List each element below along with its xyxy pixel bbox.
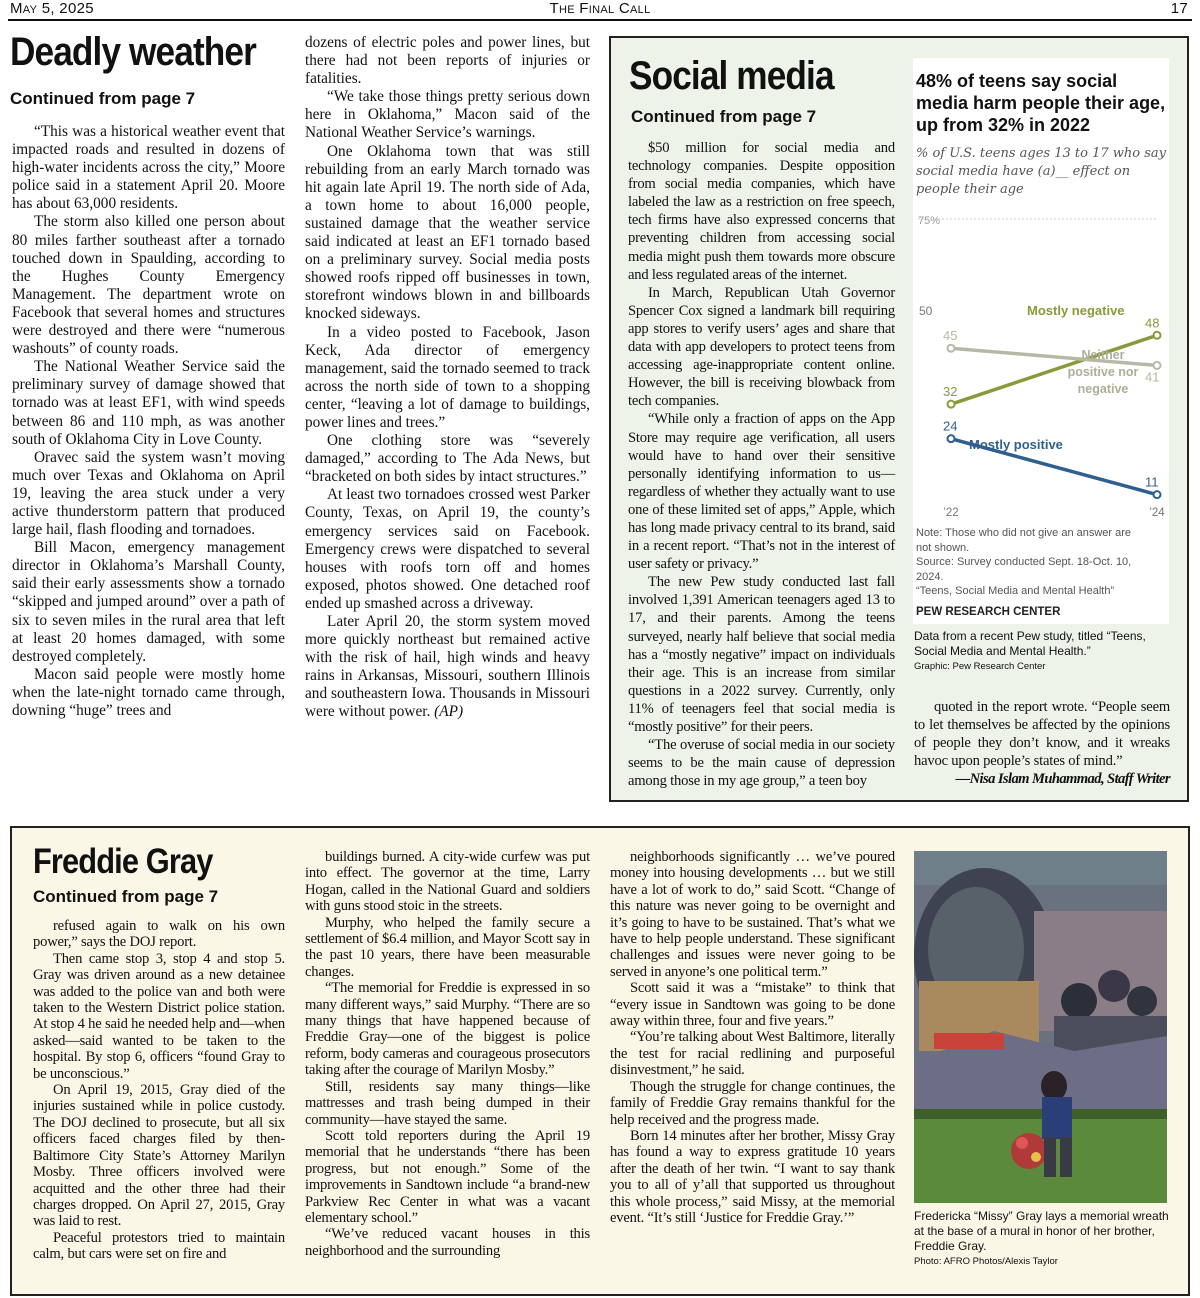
data-label-0-1: 48: [1145, 315, 1160, 331]
weather-headline: Deadly weather: [10, 30, 256, 74]
y-axis-max-label: 75%: [918, 215, 941, 227]
series-label-negative: Mostly negative: [1027, 303, 1125, 318]
paragraph: Still, residents say many things—like mattresses and trash being dumped in their community—have stayed the same.: [305, 1078, 590, 1128]
chart-note: [916, 526, 1168, 599]
paragraph: One clothing store was “severely damaged,” according to The Ada News, but “bracketed on both sides by intact structures.”: [305, 432, 590, 486]
freddie-continued: Continued from page 7: [33, 887, 219, 906]
paragraph: buildings burned. A city-wide curfew was put into effect. The governor at the time, Larry Hogan, called in the National Guard and soldiers with guns stood stoic in the streets.: [305, 849, 590, 915]
data-label-2-1: 11: [1145, 474, 1159, 490]
paragraph: Bill Macon, emergency management director in Oklahoma’s Marshall County, said their early assessments show a tornado “skipped and jumped around” over a path of six to seven miles in the rural area that left at least 20 homes damaged, with some destroyed completely.: [12, 539, 285, 665]
series-point-1-0: [948, 345, 955, 352]
mural-illustration: [914, 851, 1167, 1203]
data-label-1-0: 45: [943, 328, 958, 344]
chart-org: PEW RESEARCH CENTER: [916, 606, 1061, 618]
note-line: Note: Those who did not give an answer are: [916, 527, 1132, 539]
data-label-1-1: 41: [1145, 369, 1160, 385]
series-label-neither-2: positive nor: [1067, 365, 1139, 379]
paragraph: “We take those things pretty serious down here in Oklahoma,” Macon said of the National Weather Service’s warnings.: [305, 88, 590, 142]
photo-credit: Photo: AFRO Photos/Alexis Taylor: [914, 1256, 1058, 1267]
paragraph: “You’re talking about West Baltimore, literally the test for racial redlining and purposeful disinvestment,” he said.: [610, 1029, 895, 1079]
note-line: not shown.: [916, 541, 970, 554]
social-continued: Continued from page 7: [631, 107, 817, 126]
paragraph: “The memorial for Freddie is expressed in so many different ways,” said Murphy. “There are so many things that have happened because of Freddie Gray—one of the biggest is police reform, body cameras and courageous prosecutors taking after the courage of Marilyn Mosby.”: [305, 980, 590, 1079]
paragraph: Born 14 minutes after her brother, Missy Gray has found a way to express gratitude 10 years after the death of her twin. “I want to say thank you to all of y’all that supported us throughout this whole process,” said Missy, at the memorial event. “It’s still ‘Justice for Freddie Gray.’”: [610, 1127, 895, 1226]
paragraph: One Oklahoma town that was still rebuilding from an early March tornado was hit again late April 19. The north side of Ada, a town home to about 16,000 people, sustained damage that the weather service said indicated at least an EF1 tornado based on a preliminary survey. Social media posts showed roofs ripped off businesses in town, storefront windows blown in and billboards knocked sideways.: [305, 142, 590, 323]
paragraph: Though the struggle for change continues, the family of Freddie Gray remains thankful for the help received and the progress made.: [610, 1078, 895, 1128]
weather-column-2: [305, 34, 590, 722]
header-rule: [8, 19, 1192, 21]
source-line: Source: Survey conducted Sept. 18-Oct. 10,: [916, 556, 1132, 568]
source-line: 2024.: [916, 570, 944, 583]
paragraph: In a video posted to Facebook, Jason Keck, Ada director of emergency management, said the tornado seemed to track across the north side of town to a shopping center, “leaving a lot of damage to buildings, power lines and trees.”: [305, 323, 590, 431]
paragraph: The new Pew study conducted last fall involved 1,391 American teenagers aged 13 to 17, and their parents. Among the teens surveyed, nearly half believe that social media has a “mostly negative” impact on individuals their age. This is an increase from similar questions in a 2022 survey. Currently, only 11% of teenagers feel that social media is “mostly positive” for their peers.: [628, 574, 895, 735]
freddie-headline: Freddie Gray: [33, 842, 213, 881]
series-label-neither-1: Neither: [1081, 348, 1125, 362]
paragraph: Macon said people were mostly home when the late-night tornado came through, downing “huge” trees and: [12, 665, 285, 719]
freddie-column-2: [305, 849, 590, 1259]
paragraph: refused again to walk on his own power,” says the DOJ report.: [33, 918, 285, 951]
publication-name: The Final Call: [549, 0, 651, 17]
chart-credit: Graphic: Pew Research Center: [914, 661, 1046, 672]
paragraph: The storm also killed one person about 80 miles farther southeast after a tornado touched down in Spaulding, according to the Hughes County Emergency Management. The department wrote on Facebook that several homes and structures were destroyed and there were “numerous washouts” of county roads.: [12, 213, 285, 358]
issue-date: May 5, 2025: [10, 0, 94, 17]
paragraph: Peaceful protestors tried to maintain calm, but cars were set on fire and: [33, 1229, 285, 1263]
weather-continued: Continued from page 7: [10, 89, 196, 108]
freddie-column-3: [610, 849, 895, 1226]
paragraph: Oravec said the system wasn’t moving much over Texas and Oklahoma on April 19, leaving the area stuck under a very active thunderstorm pattern that produced large hail, flash flooding and tornadoes.: [12, 448, 285, 539]
social-column-1: [628, 139, 895, 790]
paragraph: At least two tornadoes crossed west Parker County, Texas, on April 19, the county’s emergency services said on Facebook. Emergency crews were dispatched to several houses with roofs torn off and homes exposed, photos showed. One detached roof ended up smashed across a driveway.: [305, 486, 590, 612]
paragraph: [305, 613, 590, 722]
paragraph: “The overuse of social media in our society seems to be the main cause of depression among those in my age group,” a teen boy: [628, 737, 895, 790]
paragraph: $50 million for social media and technology companies. Despite opposition from social media companies, which have labeled the law as a restriction on free speech, tech firms have also expressed concerns that preventing children from accessing social media might push them towards more obscure and less regulated areas of the internet.: [628, 140, 895, 283]
paragraph: “We’ve reduced vacant houses in this neighborhood and the surrounding: [305, 1226, 590, 1259]
paragraph: In March, Republican Utah Governor Spencer Cox signed a landmark bill requiring app stores to verify users’ ages and share that data with app developers to protect teens from accessing age-inappropriate content online. However, the bill is receiving blowback from tech companies.: [628, 284, 895, 410]
data-label-0-0: 32: [943, 384, 958, 400]
series-label-positive: Mostly positive: [969, 437, 1063, 452]
series-label-neither-3: negative: [1077, 382, 1129, 396]
series-point-0-0: [948, 401, 955, 408]
paragraph: Murphy, who helped the family secure a settlement of $6.4 million, and Mayor Scott say in the past 10 years, there have been measurable changes.: [305, 914, 590, 980]
social-column-2: [914, 698, 1170, 788]
paragraph: The National Weather Service said the preliminary survey of damage showed that tornado was at least EF1, with wind speeds between 86 and 110 mph, as was another south of Oklahoma City in Love County.: [12, 358, 285, 448]
chart-subtitle: % of U.S. teens ages 13 to 17 who say social media have (a)__ effect on people their age: [916, 146, 1166, 197]
paragraph: “This was a historical weather event that impacted roads and resulted in dozens of high-water incidents across the city,” Moore police said in a statement April 20. Moore has about 63,000 residents.: [12, 123, 285, 213]
paragraph: Scott told reporters during the April 19 memorial that he understands “there has been progress, but not enough.” Some of the improvements in Sandtown include “a brand-new Parkview Rec Center in what was a vacant elementary school.”: [305, 1127, 590, 1226]
page-number: 17: [1170, 0, 1188, 17]
side-label: 50: [919, 304, 933, 318]
paragraph: On April 19, 2015, Gray died of the injuries sustained while in police custody. The DOJ declined to prosecute, but all six officers faced charges filed by then-Baltimore City State’s Attorney Marilyn Mosby. Three officers involved were acquitted and the other three had their charges dropped. On April 27, 2015, Gray was laid to rest.: [33, 1082, 285, 1230]
chart-caption: Data from a recent Pew study, titled “Teens, Social Media and Mental Health.”: [914, 629, 1146, 658]
paragraph-text: Later April 20, the storm system moved more quickly northeast but remained active with the risk of hail, high winds and heavy rains in Arkansas, Missouri, southern Illinois and southeastern Iowa. Thousands in Missouri were without power.: [305, 613, 590, 721]
line-chart: [913, 200, 1169, 530]
weather-column-1: [12, 123, 285, 720]
photo-caption: Fredericka “Missy” Gray lays a memorial wreath at the base of a mural in honor of her brother, Freddie Gray.: [914, 1209, 1169, 1253]
paragraph: quoted in the report wrote. “People seem to let themselves be affected by the opinions of people they don’t know, and it wreaks havoc upon people’s states of mind.”: [914, 699, 1170, 770]
paragraph: dozens of electric poles and power lines, but there had not been reports of injuries or fatalities.: [305, 34, 590, 88]
social-headline: Social media: [629, 54, 834, 98]
paragraph: Then came stop 3, stop 4 and stop 5. Gray was driven around as a new detainee was added to the police van and both were taken to the Western District police station. At stop 4 he said he needed help and—when asked—said wanted to be taken to the hospital. By stop 6, officers “found Gray to be unconscious.”: [33, 950, 285, 1082]
paragraph: neighborhoods significantly … we’ve poured money into housing developments … but we still have a lot of work to do,” said Scott. “Change of this nature was never going to be overnight and it’s going to have to be sustained. That’s what we have to help people understand. These significant challenges and issues were never going to be served in anyone’s one political term.”: [610, 849, 895, 980]
chart-title: 48% of teens say social media harm people their age, up from 32% in 2022: [916, 71, 1166, 135]
series-point-0-1: [1154, 332, 1161, 339]
series-point-1-1: [1154, 362, 1161, 369]
series-point-2-1: [1154, 491, 1161, 498]
mural-photo: [914, 851, 1167, 1203]
byline: —Nisa Islam Muhammad, Staff Writer: [955, 771, 1170, 788]
x-tick-2024: ’24: [1149, 507, 1165, 519]
x-tick-2022: ’22: [943, 507, 959, 519]
series-point-2-0: [948, 435, 955, 442]
series-line-1: [951, 348, 1157, 365]
wire-tag: (AP): [434, 703, 464, 721]
freddie-column-1: [33, 918, 285, 1263]
source-line: “Teens, Social Media and Mental Health”: [916, 585, 1115, 597]
paragraph: Scott said it was a “mistake” to think that “every issue in Sandtown was going to be done away within three, four and five years.”: [610, 980, 895, 1030]
paragraph: “While only a fraction of apps on the App Store may require age verification, all users would have to hand over their sensitive personally identifying information to us—regardless of whether they actually want to use one of these limited set of apps,” Apple, which has long made privacy central to its brand, said in a recent report. “That’s not in the interest of user safety or privacy.”: [628, 411, 895, 573]
data-label-2-0: 24: [943, 418, 958, 434]
